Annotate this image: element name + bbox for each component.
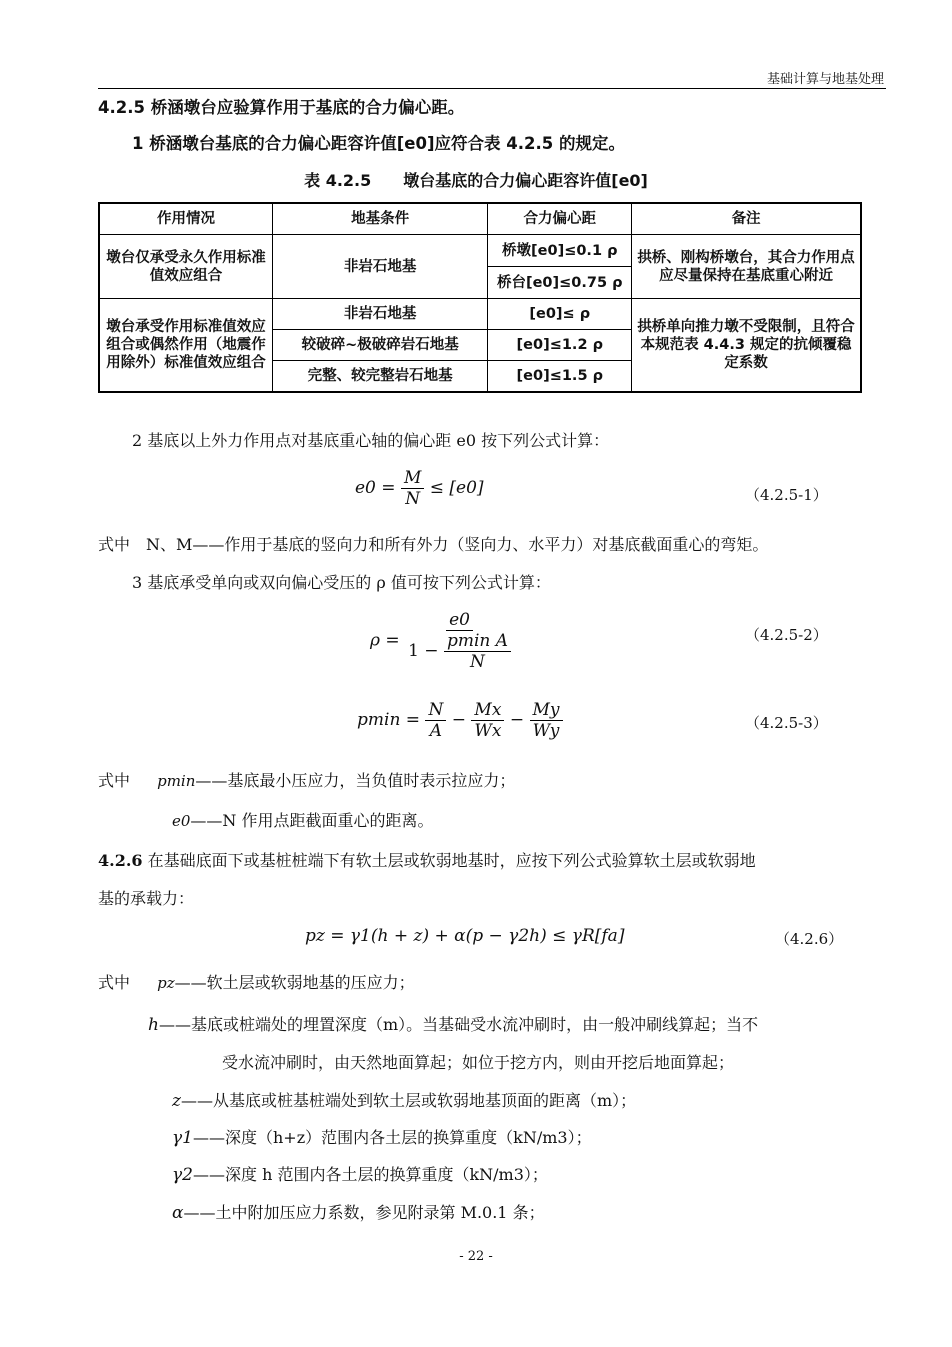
where3-gamma2-def: ——深度 h 范围内各土层的换算重度（kN/m3）； <box>192 1165 548 1184</box>
para-1: 1 桥涵墩台基底的合力偏心距容许值[e0]应符合表 4.2.5 的规定。 <box>132 134 625 153</box>
where3-gamma2-symbol: γ2 <box>172 1165 193 1185</box>
where-3-z <box>172 1088 636 1114</box>
where2-e0-def: ——N 作用点距截面重心的距离。 <box>190 811 434 830</box>
cell-ecc-pier: 桥墩[e0]≤0.1 ρ <box>488 235 632 267</box>
where-3-gamma2 <box>172 1162 548 1188</box>
eq3-t1-den: A <box>429 721 443 741</box>
where3-gamma1-def: ——深度（h+z）范围内各土层的换算重度（kN/m3）； <box>192 1128 592 1147</box>
eq1-fraction <box>401 468 424 509</box>
eq2-lhs: ρ = <box>370 630 400 651</box>
col-header-eccentricity: 合力偏心距 <box>488 203 632 235</box>
para-2: 2 基底以上外力作用点对基底重心轴的偏心距 e0 按下列公式计算： <box>132 431 610 450</box>
eq2-number: （4.2.5-2） <box>745 626 828 644</box>
cell-ground-1: 非岩石地基 <box>273 235 488 299</box>
where3-alpha-def: ——土中附加压应力系数，参见附录第 M.0.1 条； <box>183 1203 545 1222</box>
where-3-h <box>148 1012 758 1038</box>
col-header-ground: 地基条件 <box>273 203 488 235</box>
cell-ecc-abutment: 桥台[e0]≤0.75 ρ <box>488 267 632 299</box>
table-title: 表 4.2.5 墩台基底的合力偏心距容许值[e0] <box>304 171 648 190</box>
col-header-action: 作用情况 <box>99 203 273 235</box>
para-3: 3 基底承受单向或双向偏心受压的 ρ 值可按下列公式计算： <box>132 573 551 592</box>
cell-ecc-2b: [e0]≤1.2 ρ <box>488 330 632 361</box>
page-number: - 22 - <box>459 1249 493 1264</box>
where-2-e0 <box>172 808 434 834</box>
section-title-4-2-5: 4.2.5 桥涵墩台应验算作用于基底的合力偏心距。 <box>98 98 465 117</box>
eq1-rhs: ≤ [e0] <box>429 478 484 498</box>
eq3-t3-den: Wy <box>532 721 560 741</box>
eq3-term3 <box>530 700 563 741</box>
where2-pmin-symbol: pmin <box>157 772 196 790</box>
section-number-4-2-6: 4.2.6 <box>98 851 143 870</box>
eq2-fraction <box>405 610 514 672</box>
where3-h-def1: ——基底或桩端处的埋置深度（m）。当基础受水流冲刷时，由一般冲刷线算起；当不 <box>158 1015 759 1034</box>
cell-ecc-2a: [e0]≤ ρ <box>488 299 632 330</box>
eq2-inner-den: N <box>470 652 485 672</box>
table-row <box>99 235 861 267</box>
sec426-text-1: 在基础底面下或基桩桩端下有软土层或软弱地基时，应按下列公式验算软土层或软弱地 <box>142 851 756 870</box>
eq2-denominator <box>405 631 514 672</box>
where3-prefix: 式中 <box>98 973 131 992</box>
eq3-t2-den: Wx <box>474 721 502 741</box>
col-header-note: 备注 <box>632 203 861 235</box>
eq1-numerator: M <box>401 468 424 489</box>
equation-4-2-5-1 <box>355 468 484 509</box>
cell-ground-2b: 较破碎~极破碎岩石地基 <box>273 330 488 361</box>
eq3-t3-num: My <box>530 700 563 721</box>
cell-note-2: 拱桥单向推力墩不受限制，且符合本规范表 4.4.3 规定的抗倾覆稳定系数 <box>632 299 861 393</box>
equation-4-2-5-2 <box>370 610 514 672</box>
where-3-gamma1 <box>172 1125 592 1151</box>
where-3-alpha <box>172 1200 545 1226</box>
cell-ground-2c: 完整、较完整岩石地基 <box>273 361 488 393</box>
eq2-inner-num: pmin A <box>444 631 511 652</box>
where-2 <box>98 768 515 794</box>
running-header: 基础计算与地基处理 <box>766 72 884 87</box>
eq4-number: （4.2.6） <box>775 930 844 948</box>
where2-e0-symbol: e0 <box>172 812 191 830</box>
equation-4-2-5-3: pmin = $\frac{N}{A}$ − $\frac{Mx}{Wx}$ − $\frac{My}{Wy}$ <box>357 700 563 741</box>
eq2-den-pre: 1 − <box>408 641 439 661</box>
section-4-2-6-line2: 基的承载力： <box>98 889 195 908</box>
where3-z-symbol: z <box>172 1091 181 1111</box>
equation-4-2-6: pz = γ1(h + z) + α(p − γ2h) ≤ γR[fa] <box>305 926 625 946</box>
eq3-number: （4.2.5-3） <box>745 714 828 732</box>
cell-condition-1: 墩台仅承受永久作用标准值效应组合 <box>99 235 273 299</box>
header-rule <box>98 88 886 89</box>
eq3-term1 <box>425 700 446 741</box>
table-header-row <box>99 203 861 235</box>
where2-pmin-def: ——基底最小压应力，当负值时表示拉应力； <box>195 771 516 790</box>
eq1-number: （4.2.5-1） <box>745 486 828 504</box>
where2-prefix: 式中 <box>98 771 131 790</box>
eq3-t1-num: N <box>425 700 446 721</box>
where-3-pz <box>98 970 415 996</box>
where3-alpha-symbol: α <box>172 1203 184 1223</box>
eq3-term2 <box>471 700 504 741</box>
where3-z-def: ——从基底或桩基桩端处到软土层或软弱地基顶面的距离（m）； <box>180 1091 637 1110</box>
eq2-inner-fraction <box>444 631 511 672</box>
where-3-h-cont: 受水流冲刷时，由天然地面算起；如位于挖方内，则由开挖后地面算起； <box>222 1053 735 1072</box>
cell-ecc-2c: [e0]≤1.5 ρ <box>488 361 632 393</box>
eq1-lhs: e0 = <box>355 478 396 498</box>
where3-h-symbol: h <box>148 1015 159 1035</box>
where3-gamma1-symbol: γ1 <box>172 1128 193 1148</box>
where3-pz-symbol: pz <box>157 974 175 992</box>
eq3-t2-num: Mx <box>471 700 504 721</box>
table-row <box>99 299 861 330</box>
eq1-denominator: N <box>405 489 421 509</box>
eq2-numerator: e0 <box>446 610 473 631</box>
eq3-lhs: pmin = <box>357 710 421 730</box>
eccentricity-table <box>98 202 862 393</box>
where3-pz-def: ——软土层或软弱地基的压应力； <box>174 973 415 992</box>
where-1: 式中 N、M——作用于基底的竖向力和所有外力（竖向力、水平力）对基底截面重心的弯矩。 <box>98 535 769 554</box>
cell-condition-2: 墩台承受作用标准值效应组合或偶然作用（地震作用除外）标准值效应组合 <box>99 299 273 393</box>
cell-ground-2a: 非岩石地基 <box>273 299 488 330</box>
section-4-2-6-line1 <box>98 848 756 874</box>
cell-note-1: 拱桥、刚构桥墩台，其合力作用点应尽量保持在基底重心附近 <box>632 235 861 299</box>
